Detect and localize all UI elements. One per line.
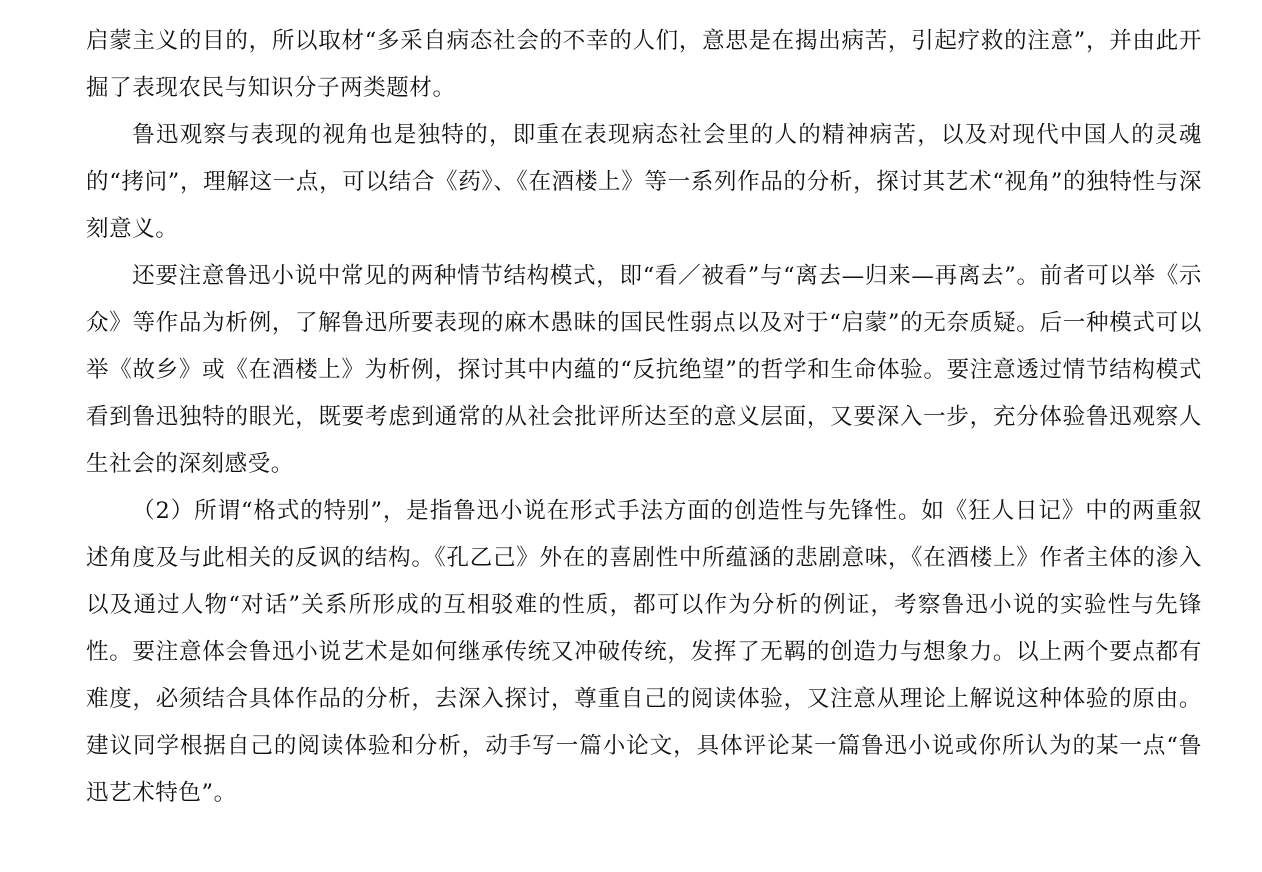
document-body: [86, 18, 1202, 817]
paragraph-1: 启蒙主义的目的，所以取材“多采自病态社会的不幸的人们，意思是在揭出病苦，引起疗救的注意”，并由此开掘了表现农民与知识分子两类题材。: [86, 28, 1202, 101]
paragraph-4: （2）所谓“格式的特别”，是指鲁迅小说在形式手法方面的创造性与先锋性。如《狂人日记》中的两重叙述角度及与此相关的反讽的结构。《孔乙己》外在的喜剧性中所蕴涵的悲剧意味，《在酒楼上》作者主体的渗入以及通过人物“对话”关系所形成的互相驳难的性质，都可以作为分析的例证，考察鲁迅小说的实验性与先锋性。要注意体会鲁迅小说艺术是如何继承传统又冲破传统，发挥了无羁的创造力与想象力。以上两个要点都有难度，必须结合具体作品的分析，去深入探讨，尊重自己的阅读体验，又注意从理论上解说这种体验的原由。建议同学根据自己的阅读体验和分析，动手写一篇小论文，具体评论某一篇鲁迅小说或你所认为的某一点“鲁迅艺术特色”。: [86, 498, 1202, 806]
paragraph-2: 鲁迅观察与表现的视角也是独特的，即重在表现病态社会里的人的精神病苦，以及对现代中国人的灵魂的“拷问”，理解这一点，可以结合《药》、《在酒楼上》等一系列作品的分析，探讨其艺术“视角”的独特性与深刻意义。: [86, 122, 1202, 242]
paragraph-3: 还要注意鲁迅小说中常见的两种情节结构模式，即“看／被看”与“离去—归来—再离去”。前者可以举《示众》等作品为析例，了解鲁迅所要表现的麻木愚昧的国民性弱点以及对于“启蒙”的无奈质疑。后一种模式可以举《故乡》或《在酒楼上》为析例，探讨其中内蕴的“反抗绝望”的哲学和生命体验。要注意透过情节结构模式看到鲁迅独特的眼光，既要考虑到通常的从社会批评所达至的意义层面，又要深入一步，充分体验鲁迅观察人生社会的深刻感受。: [86, 263, 1202, 477]
